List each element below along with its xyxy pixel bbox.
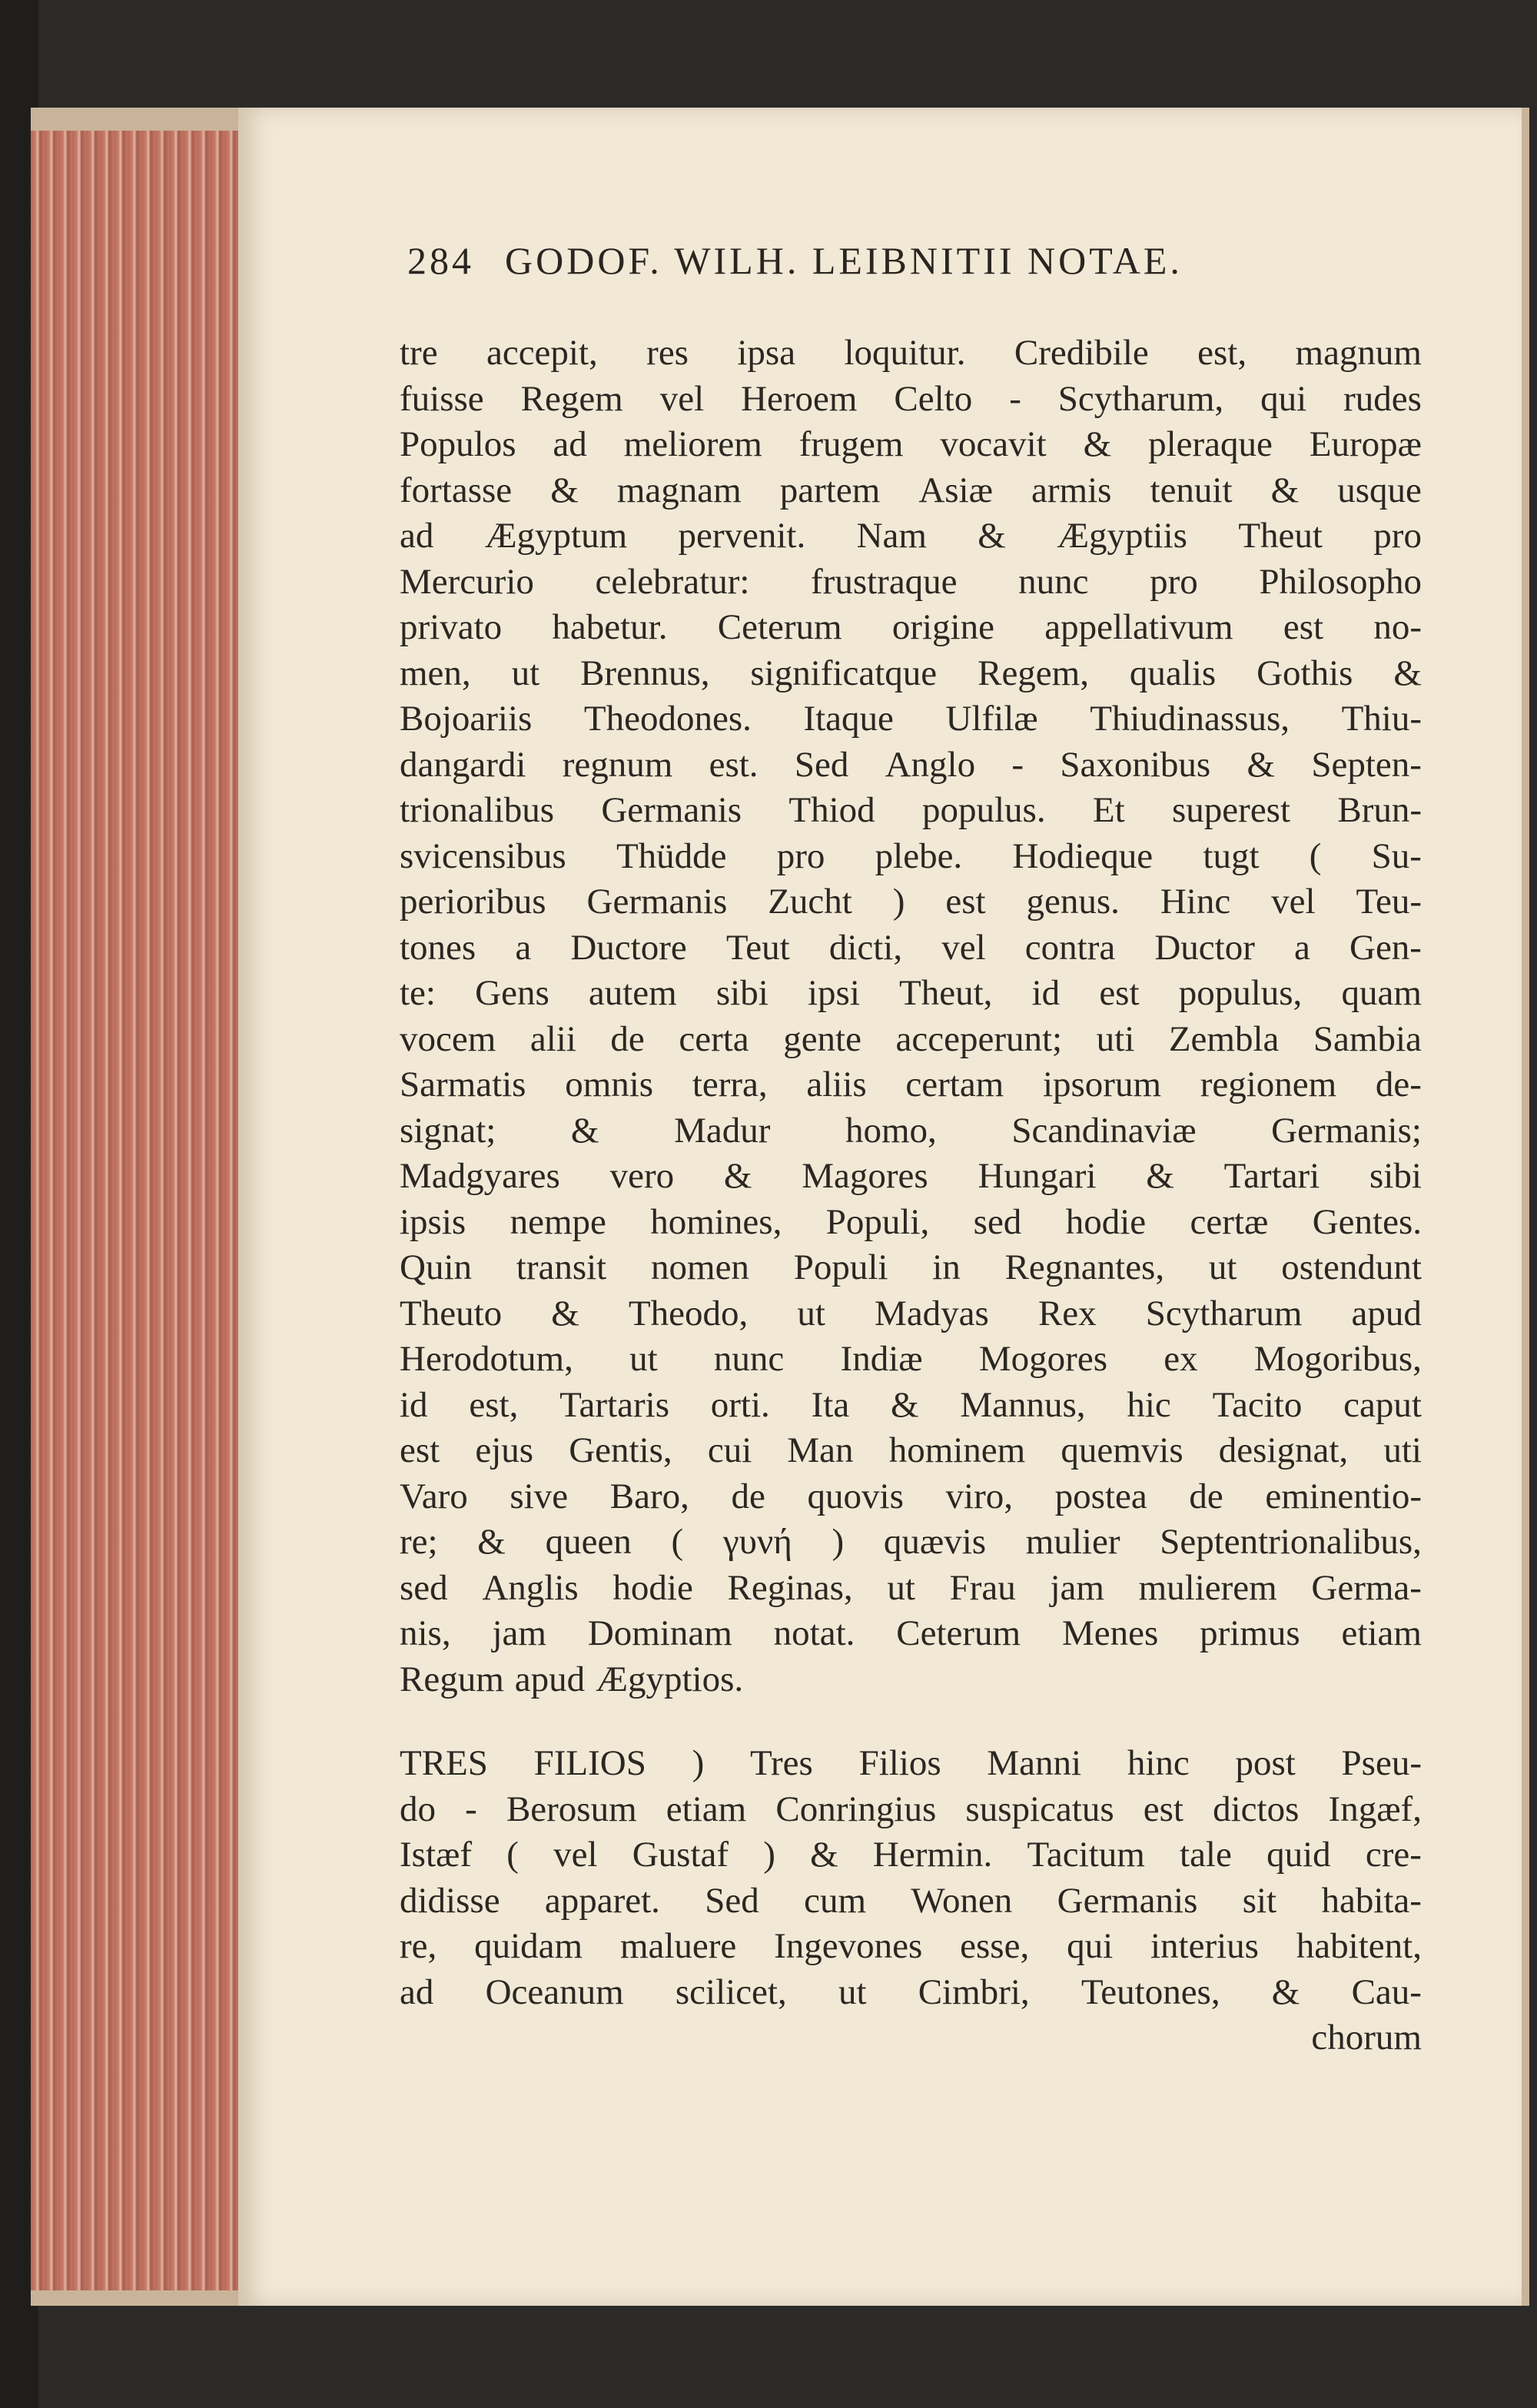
text-line: id est, Tartaris orti. Ita & Mannus, hic Tacito caput bbox=[400, 1384, 1422, 1425]
text-line: vocem alii de certa gente acceperunt; uti Zembla Sambia bbox=[400, 1018, 1422, 1059]
text-line: Varo sive Baro, de quovis viro, postea de eminentio- bbox=[400, 1476, 1422, 1516]
text-line: tones a Ductore Teut dicti, vel contra Ductor a Gen- bbox=[400, 927, 1422, 968]
text-line: didisse apparet. Sed cum Wonen Germanis sit habita- bbox=[400, 1880, 1422, 1921]
text-line: Bojoariis Theodones. Itaque Ulfilæ Thiudinassus, Thiu- bbox=[400, 699, 1422, 739]
text-line: TRES FILIOS ) Tres Filios Manni hinc post Pseu- bbox=[400, 1743, 1422, 1783]
text-line: Madgyares vero & Magores Hungari & Tartari sibi bbox=[400, 1156, 1422, 1196]
text-line: privato habetur. Ceterum origine appellativum est no- bbox=[400, 607, 1422, 647]
page-edges bbox=[31, 131, 241, 2290]
text-line: nis, jam Dominam notat. Ceterum Menes primus etiam bbox=[400, 1613, 1422, 1653]
paragraph-main bbox=[400, 330, 1422, 1702]
text-line: est ejus Gentis, cui Man hominem quemvis designat, uti bbox=[400, 1430, 1422, 1470]
text-line: re; & queen ( γυνή ) quævis mulier Septentrionalibus, bbox=[400, 1522, 1422, 1562]
running-title: GODOF. WILH. LEIBNITII NOTAE. bbox=[505, 239, 1183, 282]
text-line: Sarmatis omnis terra, aliis certam ipsorum regionem de- bbox=[400, 1065, 1422, 1104]
text-line: Istæf ( vel Gustaf ) & Hermin. Tacitum tale quid cre- bbox=[400, 1835, 1422, 1875]
paragraph-tres-filios bbox=[400, 1741, 1422, 2061]
text-line: dangardi regnum est. Sed Anglo - Saxonibus & Septen- bbox=[400, 744, 1422, 785]
text-line: te: Gens autem sibi ipsi Theut, id est populus, quam bbox=[400, 973, 1422, 1013]
paragraph-gap bbox=[400, 1702, 1422, 1741]
text-line: sed Anglis hodie Reginas, ut Frau jam mulierem Germa- bbox=[400, 1567, 1422, 1608]
text-line: chorum bbox=[1311, 2018, 1422, 2058]
page-header bbox=[407, 238, 1345, 292]
text-line: tre accepit, res ipsa loquitur. Credibile est, magnum bbox=[400, 333, 1422, 373]
text-line: Theuto & Theodo, ut Madyas Rex Scytharum apud bbox=[400, 1293, 1422, 1334]
text-line: Mercurio celebratur: frustraque nunc pro Philosopho bbox=[400, 561, 1422, 602]
text-line: ad Ægyptum pervenit. Nam & Ægyptiis Theut pro bbox=[400, 516, 1422, 556]
text-line: svicensibus Thüdde pro plebe. Hodieque tugt ( Su- bbox=[400, 835, 1422, 876]
text-line: perioribus Germanis Zucht ) est genus. Hinc vel Teu- bbox=[400, 882, 1422, 922]
text-line: men, ut Brennus, significatque Regem, qualis Gothis & bbox=[400, 653, 1422, 693]
text-line: fortasse & magnam partem Asiæ armis tenuit & usque bbox=[400, 470, 1422, 510]
page-number: 284 bbox=[407, 239, 474, 282]
text-line: ad Oceanum scilicet, ut Cimbri, Teutones, & Cau- bbox=[400, 1971, 1422, 2012]
text-line: trionalibus Germanis Thiod populus. Et superest Brun- bbox=[400, 790, 1422, 830]
text-line: fuisse Regem vel Heroem Celto - Scytharum, qui rudes bbox=[400, 378, 1422, 419]
text-line: ipsis nempe homines, Populi, sed hodie certæ Gentes. bbox=[400, 1201, 1422, 1242]
text-line: Regum apud Ægyptios. bbox=[400, 1659, 744, 1699]
body-text bbox=[400, 330, 1422, 2061]
text-line: do - Berosum etiam Conringius suspicatus est dictos Ingæf, bbox=[400, 1789, 1422, 1829]
text-line: Herodotum, ut nunc Indiæ Mogores ex Mogoribus, bbox=[400, 1339, 1422, 1379]
text-line: signat; & Madur homo, Scandinaviæ Germanis; bbox=[400, 1110, 1422, 1151]
text-line: Populos ad meliorem frugem vocavit & pleraque Europæ bbox=[400, 424, 1422, 464]
text-line: Quin transit nomen Populi in Regnantes, ut ostendunt bbox=[400, 1247, 1422, 1287]
text-line: re, quidam maluere Ingevones esse, qui interius habitent, bbox=[400, 1926, 1422, 1966]
